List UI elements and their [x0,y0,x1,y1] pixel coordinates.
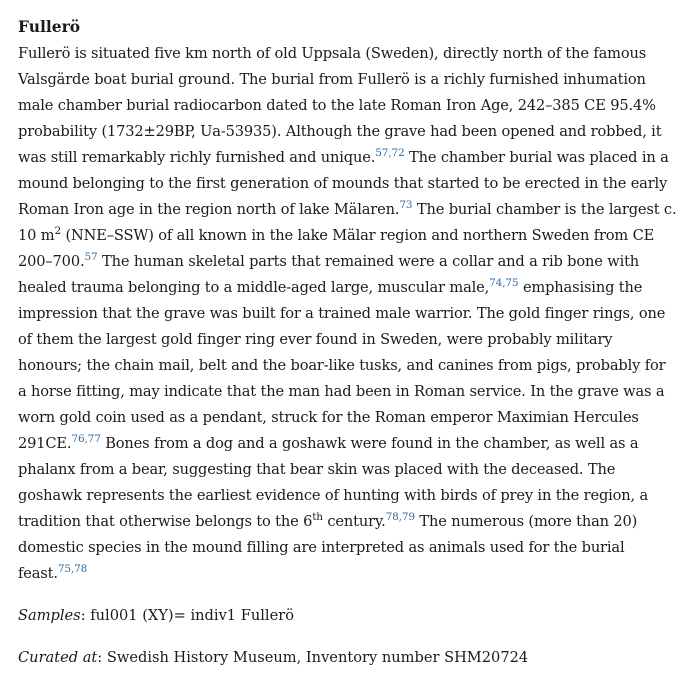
line-text: The numerous (more than 20) [414,513,638,530]
paragraph-line [18,483,682,509]
reference-link-78-79[interactable]: 78,79 [385,511,415,523]
reference-link-57-72[interactable]: 57,72 [375,147,405,159]
curated-label: Curated at [18,649,98,666]
samples-separator: : [80,607,91,624]
paragraph-line [18,535,682,561]
paragraph-line [18,509,682,535]
line-text: Bones from a dog and a goshawk were found in the chamber, as well as a [100,435,639,452]
line-text: 10 m [18,227,55,244]
line-text: 291CE. [18,435,72,452]
paragraph-line [18,67,682,93]
line-text: tradition that otherwise belongs to the 6 [18,513,313,530]
line-text: century. [322,513,386,530]
curated-line [18,647,682,669]
line-text: mound belonging to the first generation of mounds that started to be erected in the early [18,175,668,192]
reference-link-76-77[interactable]: 76,77 [71,433,101,445]
paragraph-line [18,249,682,275]
paragraph-line [18,41,682,67]
line-text: of them the largest gold finger ring ever found in Sweden, were probably military [18,331,613,348]
line-text: male chamber burial radiocarbon dated to the late Roman Iron Age, 242–385 CE 95.4% [18,97,656,114]
curated-separator: : [97,649,107,666]
paragraph-line [18,197,682,223]
line-text: 200–700. [18,253,85,270]
body-paragraph [18,41,682,587]
line-text: goshawk represents the earliest evidence of hunting with birds of prey in the region, a [18,487,649,504]
samples-label: Samples [18,607,81,624]
paragraph-line [18,561,682,587]
samples-value: ful001 (XY)= indiv1 Fullerö [90,607,294,624]
line-text: The human skeletal parts that remained were a collar and a rib bone with [97,253,640,270]
paragraph-line [18,119,682,145]
paragraph-line [18,223,682,249]
section-heading: Fullerö [18,17,81,36]
line-text: domestic species in the mound filling are interpreted as animals used for the burial [18,539,625,556]
superscript-squared: 2 [54,225,61,237]
line-text: a horse fitting, may indicate that the man had been in Roman service. In the grave was a [18,383,665,400]
line-text: Fullerö is situated five km north of old Uppsala (Sweden), directly north of the famous [18,45,647,62]
reference-link-73[interactable]: 73 [399,199,413,211]
paragraph-line [18,145,682,171]
paragraph-line [18,301,682,327]
line-text: (NNE–SSW) of all known in the lake Mälar region and northern Sweden from CE [60,227,655,244]
reference-link-57[interactable]: 57 [84,251,98,263]
line-text: Valsgärde boat burial ground. The burial from Fullerö is a richly furnished inhumation [18,71,646,88]
curated-value: Swedish History Museum, Inventory number SHM20724 [106,649,529,666]
line-text: feast. [18,565,58,582]
line-text: probability (1732±29BP, Ua-53935). Although the grave had been opened and robbed, it [18,123,662,140]
line-text: Roman Iron age in the region north of lake Mälaren. [18,201,400,218]
paragraph-line [18,379,682,405]
paragraph-line [18,275,682,301]
paragraph-line [18,457,682,483]
line-text: worn gold coin used as a pendant, struck for the Roman emperor Maximian Hercules [18,409,639,426]
line-text: emphasising the [518,279,643,296]
paragraph-line [18,327,682,353]
reference-link-74-75[interactable]: 74,75 [489,277,519,289]
line-text: honours; the chain mail, belt and the boar-like tusks, and canines from pigs, probably for [18,357,666,374]
line-text: The chamber burial was placed in a [404,149,669,166]
line-text: phalanx from a bear, suggesting that bear skin was placed with the deceased. The [18,461,616,478]
samples-line [18,605,682,627]
line-text: The burial chamber is the largest c. [412,201,677,218]
paragraph-line [18,353,682,379]
superscript-ordinal: th [312,511,323,523]
paragraph-line [18,93,682,119]
line-text: was still remarkably richly furnished and unique. [18,149,376,166]
paragraph-line [18,405,682,431]
paragraph-line [18,171,682,197]
reference-link-75-78[interactable]: 75,78 [57,563,88,575]
line-text: healed trauma belonging to a middle-aged large, muscular male, [18,279,490,296]
line-text: impression that the grave was built for a trained male warrior. The gold finger rings, one [18,305,666,322]
article-section [18,16,682,669]
paragraph-line [18,431,682,457]
